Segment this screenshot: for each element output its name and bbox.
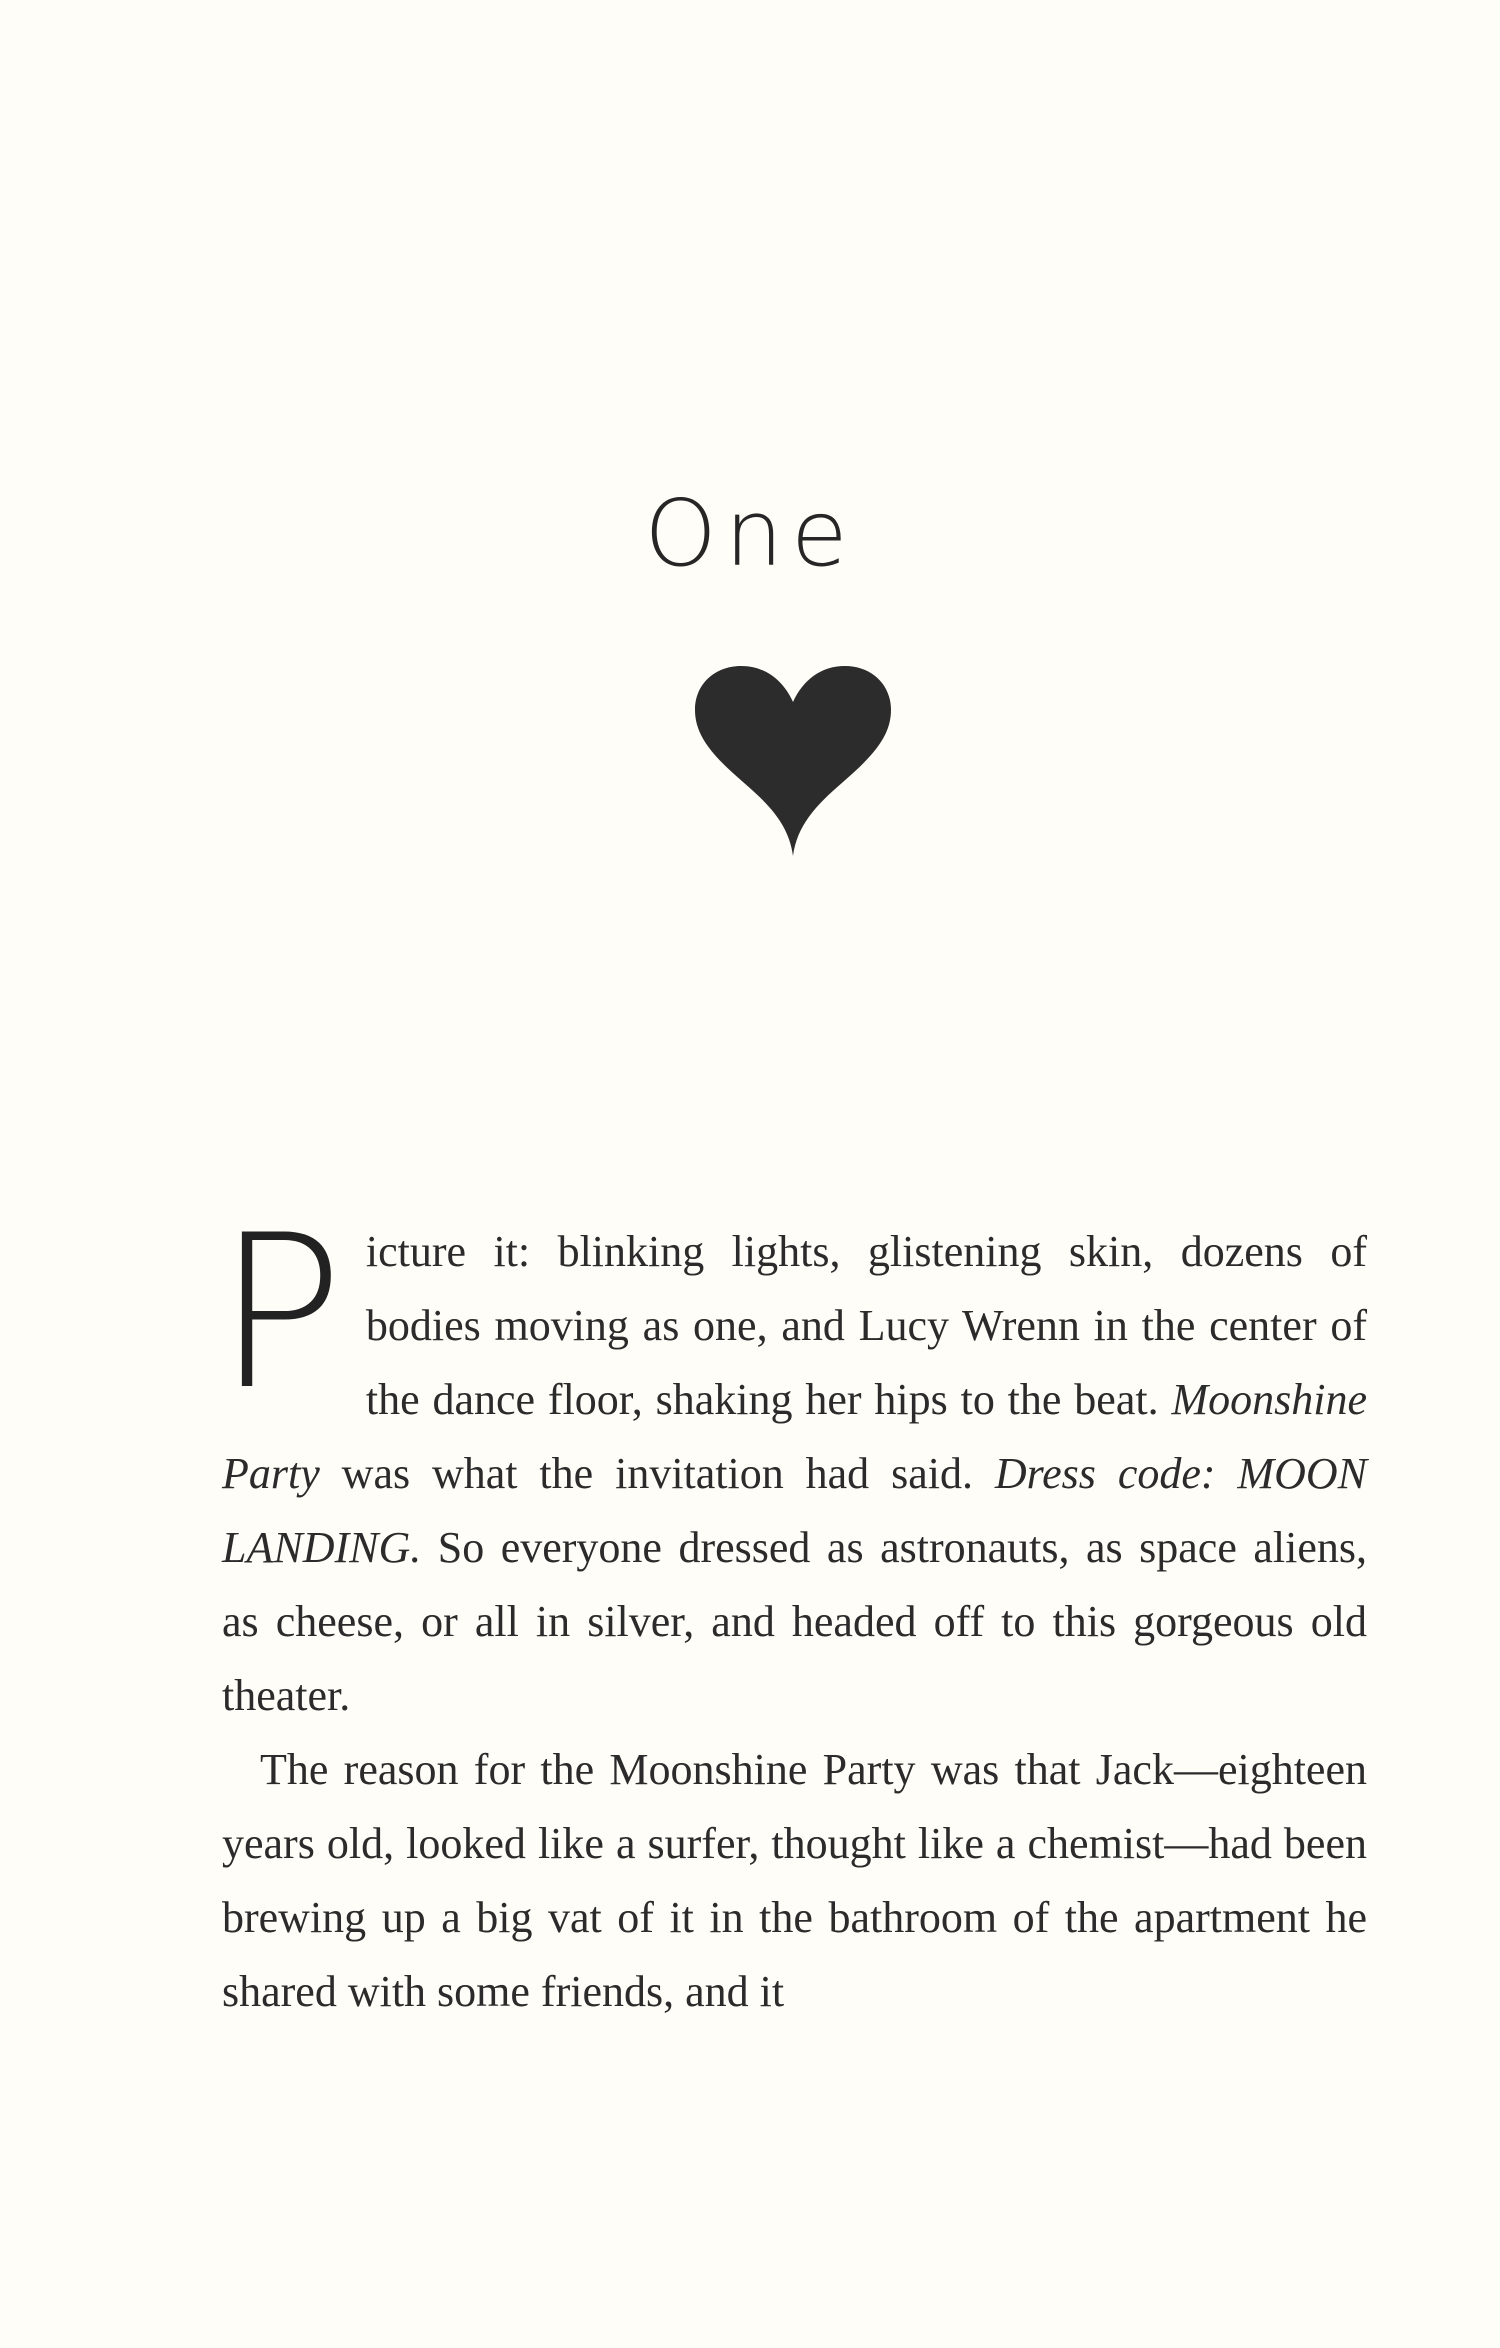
- invitation-title: Moonshine Party: [222, 1375, 1367, 1498]
- heart-icon: [695, 666, 891, 856]
- chapter-title: One: [644, 480, 856, 587]
- paragraph-1: [216, 1189, 1367, 1733]
- paragraph-1-text-c: So everyone dressed as astronauts, as space aliens, as cheese, or all in silver, and headed off to this gorgeous old theater.: [222, 1523, 1367, 1720]
- dress-code: Dress code: MOON LANDING.: [222, 1449, 1367, 1572]
- paragraph-1-text-b: was what the invitation had said.: [319, 1449, 995, 1498]
- paragraph-1-text-a: icture it: blinking lights, glistening skin, dozens of bodies moving as one, and Lucy Wrenn in the center of the dance floor, shaking her hips to the beat.: [365, 1227, 1367, 1424]
- drop-cap: P: [216, 1189, 344, 1436]
- chapter-body: [216, 1189, 1367, 2029]
- paragraph-2: The reason for the Moonshine Party was that Jack—eighteen years old, looked like a surfer, thought like a chemist—had been brewing up a big vat of it in the bathroom of the apartment he shared with some friends, and it: [222, 1745, 1367, 2016]
